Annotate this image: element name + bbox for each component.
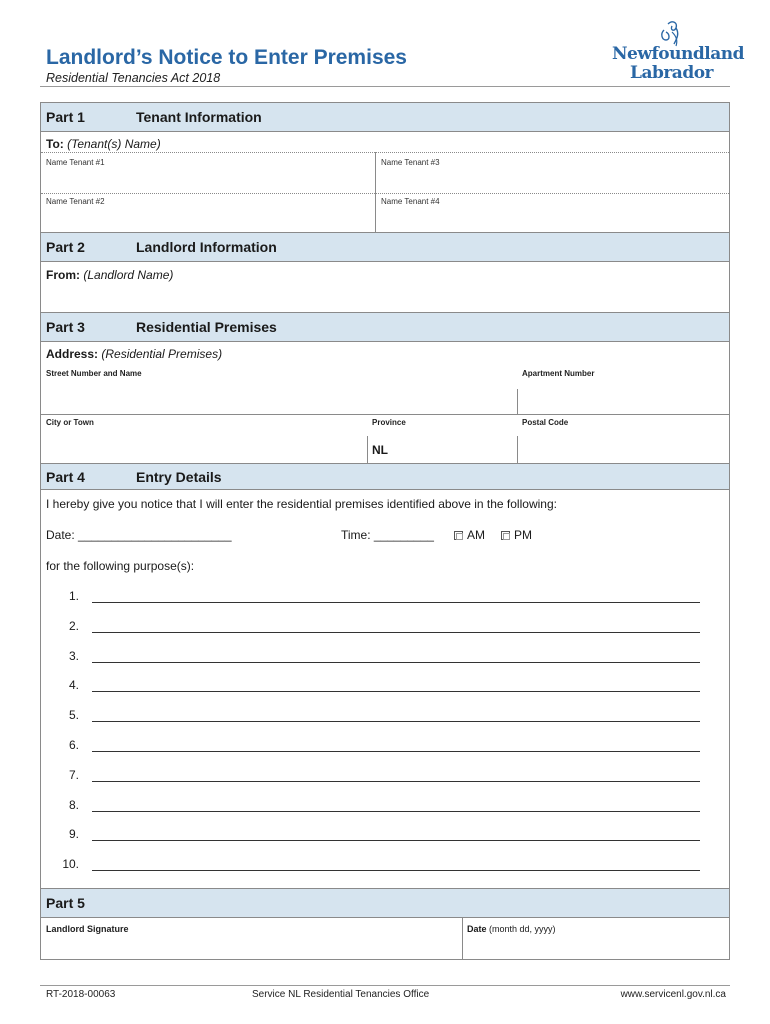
tenant1-label: Name Tenant #1 xyxy=(46,158,105,167)
apartment-field[interactable] xyxy=(522,379,726,411)
tenant1-field[interactable] xyxy=(46,167,371,191)
part2-number: Part 2 xyxy=(46,239,85,255)
province-label: Province xyxy=(372,418,406,427)
part5-header xyxy=(41,888,729,918)
purpose-underline xyxy=(92,870,700,871)
tenant4-label: Name Tenant #4 xyxy=(381,197,440,206)
tenant2-label: Name Tenant #2 xyxy=(46,197,105,206)
pm-checkbox[interactable]: PM xyxy=(501,528,532,542)
page-title: Landlord’s Notice to Enter Premises xyxy=(46,46,407,69)
logo-line-2: Labrador xyxy=(630,63,714,83)
part3-title: Residential Premises xyxy=(136,319,277,335)
signature-date-field[interactable] xyxy=(467,935,725,957)
part4-title: Entry Details xyxy=(136,469,222,485)
page-subtitle: Residential Tenancies Act 2018 xyxy=(46,71,221,85)
purpose-number: 8. xyxy=(68,797,79,812)
purpose-line-item[interactable] xyxy=(41,798,729,814)
landlord-from-label: From: (Landlord Name) xyxy=(46,268,174,282)
purpose-label: for the following purpose(s): xyxy=(46,559,195,573)
am-checkbox-icon xyxy=(454,531,463,540)
purpose-line-item[interactable] xyxy=(41,738,729,754)
entry-notice-text: I hereby give you notice that I will enter the residential premises identified above in the following: xyxy=(46,497,557,511)
purpose-line-item[interactable] xyxy=(41,589,729,605)
signature-field[interactable] xyxy=(46,935,456,957)
purpose-number: 5. xyxy=(68,708,79,723)
entry-time-field[interactable]: Time: _________ xyxy=(341,528,434,542)
purpose-number: 7. xyxy=(68,767,79,782)
city-field[interactable] xyxy=(46,428,361,462)
purpose-underline xyxy=(92,602,700,603)
tenant-to-label: To: (Tenant(s) Name) xyxy=(46,137,161,151)
footer-divider xyxy=(40,985,730,986)
pm-checkbox-icon xyxy=(501,531,510,540)
purpose-underline xyxy=(92,632,700,633)
entry-date-field[interactable]: Date: _______________________ xyxy=(46,528,232,542)
title-divider xyxy=(40,86,730,87)
part1-number: Part 1 xyxy=(46,109,85,125)
part1-title: Tenant Information xyxy=(136,109,262,125)
am-checkbox[interactable]: AM xyxy=(454,528,485,542)
purpose-line-item[interactable] xyxy=(41,768,729,784)
purpose-underline xyxy=(92,751,700,752)
website-link[interactable]: www.servicenl.gov.nl.ca xyxy=(620,989,726,1000)
form-number: RT-2018-00063 xyxy=(46,989,116,1000)
purpose-line-item[interactable] xyxy=(41,708,729,724)
street-field[interactable] xyxy=(46,379,512,411)
purpose-underline xyxy=(92,691,700,692)
part3-number: Part 3 xyxy=(46,319,85,335)
part5-number: Part 5 xyxy=(46,895,85,911)
purpose-line-item[interactable] xyxy=(41,857,729,873)
street-label: Street Number and Name xyxy=(46,369,142,378)
part2-title: Landlord Information xyxy=(136,239,277,255)
notice-form xyxy=(40,102,730,960)
landlord-name-field[interactable] xyxy=(46,285,726,311)
purpose-number: 9. xyxy=(68,827,79,842)
part4-header xyxy=(41,463,729,490)
purpose-number: 4. xyxy=(68,678,79,693)
apartment-label: Apartment Number xyxy=(522,369,595,378)
office-name: Service NL Residential Tenancies Office xyxy=(252,989,430,1000)
purpose-line-item[interactable] xyxy=(41,678,729,694)
part4-number: Part 4 xyxy=(46,469,85,485)
tenant2-field[interactable] xyxy=(46,206,371,230)
signature-date-label: Date (month dd, yyyy) xyxy=(467,924,556,934)
purpose-underline xyxy=(92,662,700,663)
purpose-underline xyxy=(92,721,700,722)
city-label: City or Town xyxy=(46,418,94,427)
part1-header xyxy=(41,102,729,132)
logo-line-1: Newfoundland xyxy=(612,44,744,64)
purpose-number: 3. xyxy=(68,648,79,663)
address-label: Address: (Residential Premises) xyxy=(46,347,223,361)
tenant3-label: Name Tenant #3 xyxy=(381,158,440,167)
province-value: NL xyxy=(372,443,388,457)
purpose-number: 10. xyxy=(62,857,79,872)
purpose-underline xyxy=(92,840,700,841)
purpose-number: 6. xyxy=(68,738,79,752)
postal-field[interactable] xyxy=(522,428,726,462)
signature-label: Landlord Signature xyxy=(46,924,129,934)
purpose-underline xyxy=(92,811,700,812)
tenant3-field[interactable] xyxy=(381,167,726,191)
part3-header xyxy=(41,312,729,342)
purpose-line-item[interactable] xyxy=(41,619,729,635)
purpose-number: 2. xyxy=(68,618,79,633)
purpose-line-item[interactable] xyxy=(41,649,729,665)
purpose-line-item[interactable] xyxy=(41,827,729,843)
purpose-underline xyxy=(92,781,700,782)
purpose-number: 1. xyxy=(68,589,79,603)
part2-header xyxy=(41,232,729,262)
postal-label: Postal Code xyxy=(522,418,569,427)
tenant4-field[interactable] xyxy=(381,206,726,230)
